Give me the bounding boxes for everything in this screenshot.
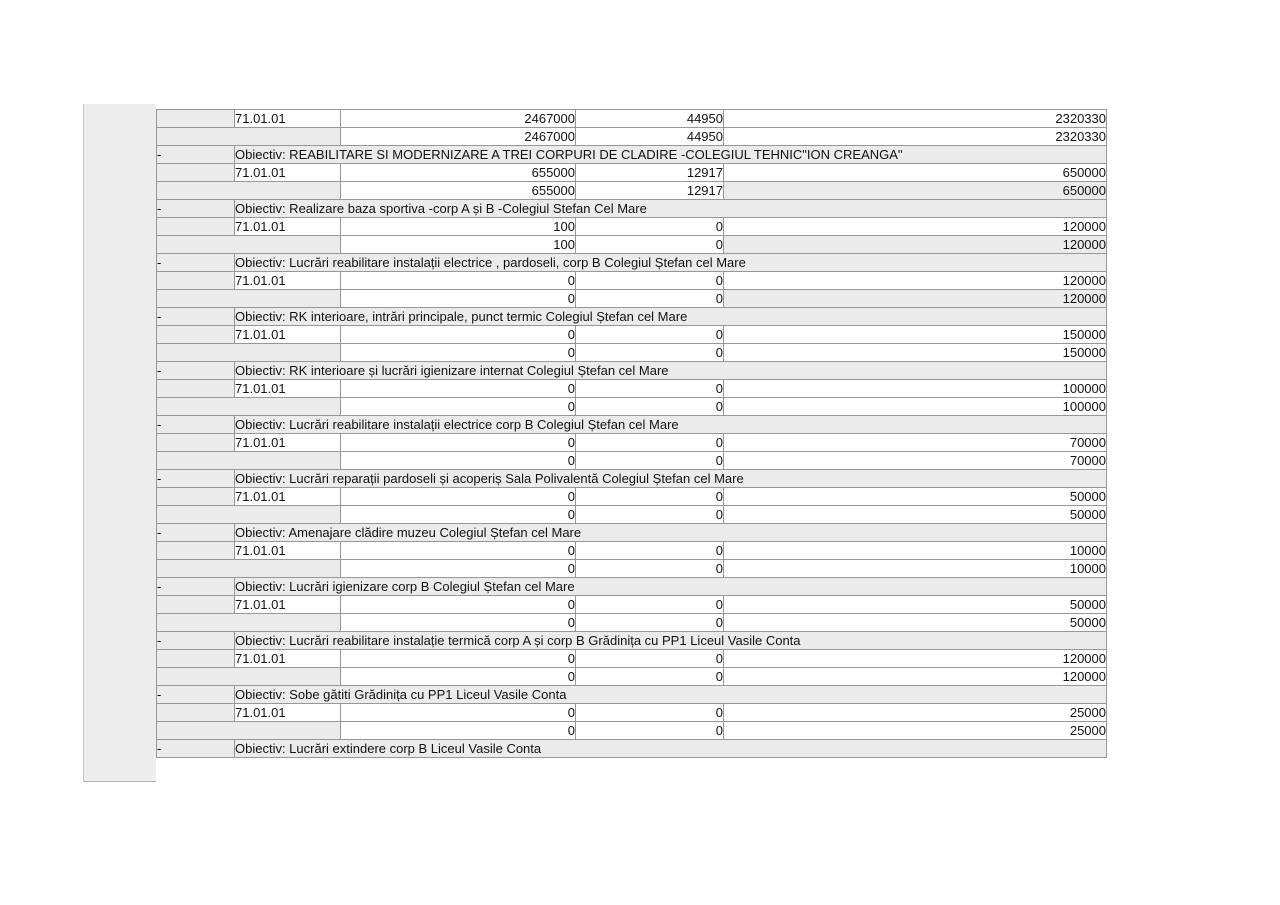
value2-cell: 44950 bbox=[576, 110, 724, 128]
dash-cell: - bbox=[157, 146, 235, 164]
dash-cell: - bbox=[157, 578, 235, 596]
code-row bbox=[157, 110, 1107, 128]
total-value3-cell: 650000 bbox=[724, 182, 1107, 200]
total-value3-cell: 25000 bbox=[724, 722, 1107, 740]
objective-row bbox=[157, 632, 1107, 650]
objective-row bbox=[157, 416, 1107, 434]
code-cell: 71.01.01 bbox=[235, 164, 341, 182]
code-row bbox=[157, 596, 1107, 614]
spacer-cell bbox=[157, 218, 235, 236]
total-value3-cell: 50000 bbox=[724, 506, 1107, 524]
total-value2-cell: 0 bbox=[576, 290, 724, 308]
total-value3-cell: 50000 bbox=[724, 614, 1107, 632]
total-value2-cell: 0 bbox=[576, 722, 724, 740]
code-cell: 71.01.01 bbox=[235, 218, 341, 236]
dash-cell: - bbox=[157, 308, 235, 326]
objective-row bbox=[157, 740, 1107, 758]
code-row bbox=[157, 164, 1107, 182]
value2-cell: 0 bbox=[576, 380, 724, 398]
left-margin-strip bbox=[83, 104, 156, 782]
value1-cell: 655000 bbox=[341, 164, 576, 182]
total-value2-cell: 0 bbox=[576, 452, 724, 470]
value1-cell: 0 bbox=[341, 380, 576, 398]
total-row bbox=[157, 236, 1107, 254]
total-value2-cell: 12917 bbox=[576, 182, 724, 200]
value2-cell: 0 bbox=[576, 488, 724, 506]
spacer-cell bbox=[157, 722, 341, 740]
code-cell: 71.01.01 bbox=[235, 596, 341, 614]
objective-title: Obiectiv: Amenajare clădire muzeu Colegiul Ștefan cel Mare bbox=[235, 524, 1107, 542]
dash-cell: - bbox=[157, 362, 235, 380]
total-row bbox=[157, 614, 1107, 632]
value1-cell: 0 bbox=[341, 704, 576, 722]
objective-row bbox=[157, 146, 1107, 164]
total-value1-cell: 0 bbox=[341, 506, 576, 524]
value1-cell: 0 bbox=[341, 596, 576, 614]
budget-table bbox=[156, 109, 1107, 758]
objective-row bbox=[157, 470, 1107, 488]
value2-cell: 0 bbox=[576, 650, 724, 668]
total-row bbox=[157, 506, 1107, 524]
objective-row bbox=[157, 254, 1107, 272]
total-value3-cell: 70000 bbox=[724, 452, 1107, 470]
spacer-cell bbox=[157, 290, 341, 308]
objective-title: Obiectiv: REABILITARE SI MODERNIZARE A TREI CORPURI DE CLADIRE -COLEGIUL TEHNIC"ION CREANGA" bbox=[235, 146, 1107, 164]
dash-cell: - bbox=[157, 524, 235, 542]
value3-cell: 650000 bbox=[724, 164, 1107, 182]
value3-cell: 50000 bbox=[724, 596, 1107, 614]
spacer-cell bbox=[157, 542, 235, 560]
value3-cell: 150000 bbox=[724, 326, 1107, 344]
dash-cell: - bbox=[157, 416, 235, 434]
code-cell: 71.01.01 bbox=[235, 650, 341, 668]
objective-title: Obiectiv: Lucrări igienizare corp B Colegiul Ștefan cel Mare bbox=[235, 578, 1107, 596]
spacer-cell bbox=[157, 506, 341, 524]
spacer-cell bbox=[157, 650, 235, 668]
total-value3-cell: 150000 bbox=[724, 344, 1107, 362]
value2-cell: 0 bbox=[576, 542, 724, 560]
code-cell: 71.01.01 bbox=[235, 434, 341, 452]
objective-title: Obiectiv: Realizare baza sportiva -corp A și B -Colegiul Stefan Cel Mare bbox=[235, 200, 1107, 218]
spacer-cell bbox=[157, 164, 235, 182]
total-value2-cell: 44950 bbox=[576, 128, 724, 146]
total-value3-cell: 10000 bbox=[724, 560, 1107, 578]
code-cell: 71.01.01 bbox=[235, 488, 341, 506]
spacer-cell bbox=[157, 614, 341, 632]
value1-cell: 0 bbox=[341, 326, 576, 344]
dash-cell: - bbox=[157, 632, 235, 650]
total-value1-cell: 0 bbox=[341, 452, 576, 470]
objective-title: Obiectiv: Lucrări reabilitare instalații electrice , pardoseli, corp B Colegiul Ștefan cel Mare bbox=[235, 254, 1107, 272]
objective-row bbox=[157, 686, 1107, 704]
code-row bbox=[157, 542, 1107, 560]
total-row bbox=[157, 722, 1107, 740]
dash-cell: - bbox=[157, 686, 235, 704]
value1-cell: 2467000 bbox=[341, 110, 576, 128]
code-row bbox=[157, 650, 1107, 668]
objective-title: Obiectiv: Lucrări reabilitare instalație termică corp A și corp B Grădinița cu PP1 Liceul Vasile Conta bbox=[235, 632, 1107, 650]
value2-cell: 0 bbox=[576, 218, 724, 236]
spacer-cell bbox=[157, 596, 235, 614]
code-row bbox=[157, 488, 1107, 506]
objective-row bbox=[157, 524, 1107, 542]
value1-cell: 0 bbox=[341, 542, 576, 560]
spacer-cell bbox=[157, 668, 341, 686]
dash-cell: - bbox=[157, 254, 235, 272]
value2-cell: 0 bbox=[576, 326, 724, 344]
value3-cell: 120000 bbox=[724, 272, 1107, 290]
total-value1-cell: 2467000 bbox=[341, 128, 576, 146]
code-cell: 71.01.01 bbox=[235, 704, 341, 722]
objective-title: Obiectiv: RK interioare și lucrări igienizare internat Colegiul Ștefan cel Mare bbox=[235, 362, 1107, 380]
spacer-cell bbox=[157, 398, 341, 416]
total-value3-cell: 2320330 bbox=[724, 128, 1107, 146]
total-row bbox=[157, 560, 1107, 578]
objective-title: Obiectiv: Lucrări reparații pardoseli și acoperiș Sala Polivalentă Colegiul Ștefan cel Mare bbox=[235, 470, 1107, 488]
objective-title: Obiectiv: RK interioare, intrări principale, punct termic Colegiul Ștefan cel Mare bbox=[235, 308, 1107, 326]
spacer-cell bbox=[157, 128, 341, 146]
dash-cell: - bbox=[157, 200, 235, 218]
spacer-cell bbox=[157, 272, 235, 290]
spacer-cell bbox=[157, 704, 235, 722]
value2-cell: 0 bbox=[576, 596, 724, 614]
code-row bbox=[157, 380, 1107, 398]
value2-cell: 0 bbox=[576, 434, 724, 452]
value2-cell: 0 bbox=[576, 272, 724, 290]
value3-cell: 2320330 bbox=[724, 110, 1107, 128]
total-row bbox=[157, 398, 1107, 416]
value3-cell: 120000 bbox=[724, 650, 1107, 668]
code-cell: 71.01.01 bbox=[235, 380, 341, 398]
total-value3-cell: 120000 bbox=[724, 290, 1107, 308]
code-row bbox=[157, 326, 1107, 344]
objective-row bbox=[157, 200, 1107, 218]
spacer-cell bbox=[157, 110, 235, 128]
code-row bbox=[157, 704, 1107, 722]
total-value1-cell: 0 bbox=[341, 398, 576, 416]
spacer-cell bbox=[157, 182, 341, 200]
code-cell: 71.01.01 bbox=[235, 326, 341, 344]
total-value1-cell: 0 bbox=[341, 614, 576, 632]
total-value1-cell: 0 bbox=[341, 722, 576, 740]
value3-cell: 70000 bbox=[724, 434, 1107, 452]
total-value3-cell: 120000 bbox=[724, 236, 1107, 254]
code-cell: 71.01.01 bbox=[235, 272, 341, 290]
total-value2-cell: 0 bbox=[576, 344, 724, 362]
spacer-cell bbox=[157, 452, 341, 470]
value3-cell: 50000 bbox=[724, 488, 1107, 506]
spacer-cell bbox=[157, 434, 235, 452]
total-value2-cell: 0 bbox=[576, 506, 724, 524]
value1-cell: 0 bbox=[341, 650, 576, 668]
code-cell: 71.01.01 bbox=[235, 542, 341, 560]
spacer-cell bbox=[157, 560, 341, 578]
total-value1-cell: 0 bbox=[341, 344, 576, 362]
spacer-cell bbox=[157, 344, 341, 362]
objective-row bbox=[157, 362, 1107, 380]
total-value1-cell: 100 bbox=[341, 236, 576, 254]
value3-cell: 10000 bbox=[724, 542, 1107, 560]
total-value1-cell: 0 bbox=[341, 560, 576, 578]
total-row bbox=[157, 668, 1107, 686]
objective-title: Obiectiv: Sobe gătiti Grădinița cu PP1 Liceul Vasile Conta bbox=[235, 686, 1107, 704]
total-row bbox=[157, 128, 1107, 146]
value1-cell: 0 bbox=[341, 488, 576, 506]
total-row bbox=[157, 452, 1107, 470]
code-row bbox=[157, 218, 1107, 236]
value3-cell: 100000 bbox=[724, 380, 1107, 398]
total-value2-cell: 0 bbox=[576, 236, 724, 254]
value1-cell: 0 bbox=[341, 272, 576, 290]
total-value3-cell: 100000 bbox=[724, 398, 1107, 416]
objective-title: Obiectiv: Lucrări reabilitare instalații electrice corp B Colegiul Ștefan cel Mare bbox=[235, 416, 1107, 434]
total-value1-cell: 0 bbox=[341, 290, 576, 308]
objective-title: Obiectiv: Lucrări extindere corp B Liceul Vasile Conta bbox=[235, 740, 1107, 758]
code-row bbox=[157, 272, 1107, 290]
total-value2-cell: 0 bbox=[576, 398, 724, 416]
spacer-cell bbox=[157, 380, 235, 398]
total-value2-cell: 0 bbox=[576, 614, 724, 632]
value2-cell: 12917 bbox=[576, 164, 724, 182]
dash-cell: - bbox=[157, 470, 235, 488]
spacer-cell bbox=[157, 236, 341, 254]
total-row bbox=[157, 344, 1107, 362]
total-value2-cell: 0 bbox=[576, 560, 724, 578]
total-value3-cell: 120000 bbox=[724, 668, 1107, 686]
objective-row bbox=[157, 308, 1107, 326]
spacer-cell bbox=[157, 326, 235, 344]
total-row bbox=[157, 290, 1107, 308]
objective-row bbox=[157, 578, 1107, 596]
value1-cell: 100 bbox=[341, 218, 576, 236]
value1-cell: 0 bbox=[341, 434, 576, 452]
budget-table-body bbox=[157, 110, 1107, 758]
code-row bbox=[157, 434, 1107, 452]
total-value1-cell: 655000 bbox=[341, 182, 576, 200]
value3-cell: 120000 bbox=[724, 218, 1107, 236]
dash-cell: - bbox=[157, 740, 235, 758]
value3-cell: 25000 bbox=[724, 704, 1107, 722]
value2-cell: 0 bbox=[576, 704, 724, 722]
total-value1-cell: 0 bbox=[341, 668, 576, 686]
spacer-cell bbox=[157, 488, 235, 506]
total-value2-cell: 0 bbox=[576, 668, 724, 686]
code-cell: 71.01.01 bbox=[235, 110, 341, 128]
total-row bbox=[157, 182, 1107, 200]
